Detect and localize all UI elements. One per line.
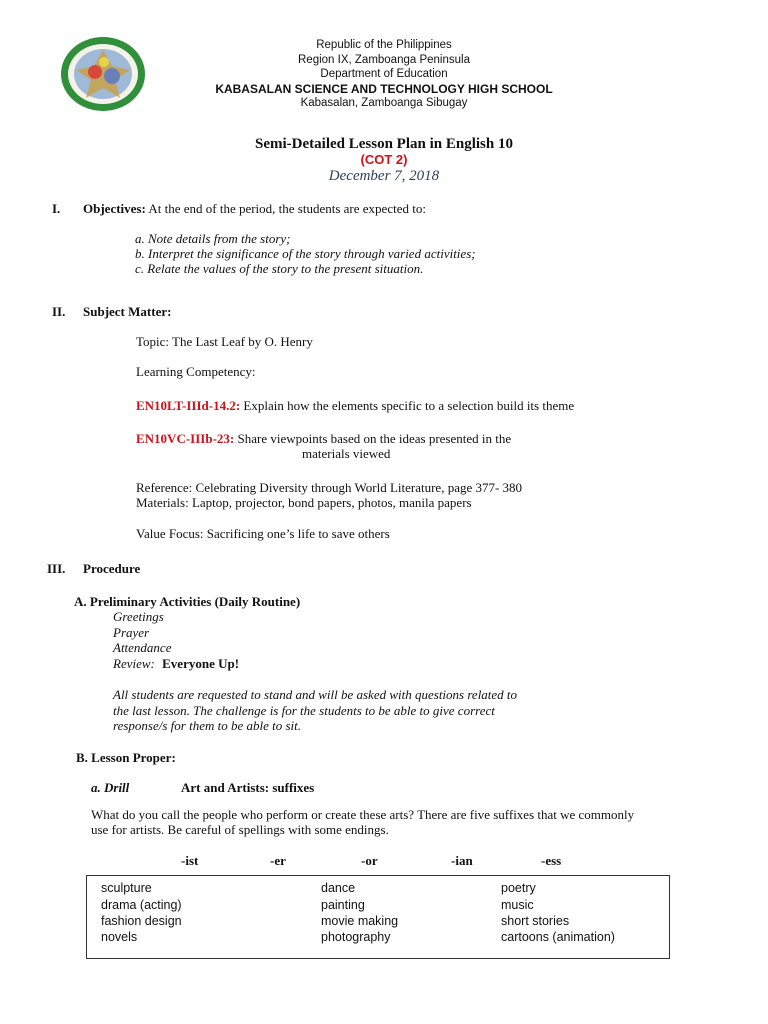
suffix-er: -er xyxy=(270,853,286,868)
review-text-line: the last lesson. The challenge is for the students to be able to give correct xyxy=(113,703,495,718)
value-focus-line: Value Focus: Sacrificing one’s life to save others xyxy=(136,526,390,541)
lesson-plan-title: Semi-Detailed Lesson Plan in English 10 xyxy=(255,136,513,152)
section-number-2: II. xyxy=(52,304,66,319)
subject-matter-heading: Subject Matter: xyxy=(83,304,172,319)
competency-2-continuation: materials viewed xyxy=(302,446,391,461)
suffix-ian: -ian xyxy=(451,853,473,868)
section-number-1: I. xyxy=(52,201,61,216)
competency-1-text: Explain how the elements specific to a selection build its theme xyxy=(240,398,575,413)
objectives-intro: At the end of the period, the students are expected to: xyxy=(145,201,426,216)
objective-item: c. Relate the values of the story to the present situation. xyxy=(135,261,424,276)
competency-1-code: EN10LT-IIId-14.2: xyxy=(136,398,241,413)
drill-text-line: What do you call the people who perform or create these arts? There are five suffixes that we commonly xyxy=(91,807,635,822)
competency-2-text: Share viewpoints based on the ideas presented in the xyxy=(234,431,512,446)
review-title: Everyone Up! xyxy=(162,656,240,671)
drill-title: Art and Artists: suffixes xyxy=(181,780,315,795)
table-row xyxy=(87,929,670,958)
republic-line: Republic of the Philippines xyxy=(316,39,452,51)
objectives-label: Objectives: xyxy=(83,201,146,216)
competency-2-code: EN10VC-IIIb-23: xyxy=(136,431,235,446)
lesson-proper-heading: B. Lesson Proper: xyxy=(76,750,176,765)
table-cell: fashion design xyxy=(101,913,182,928)
competency-2 xyxy=(136,431,511,447)
objectives-heading xyxy=(83,201,426,217)
arts-table xyxy=(86,875,670,959)
routine-item: Greetings xyxy=(113,609,164,624)
table-cell: movie making xyxy=(321,913,399,928)
table-cell: drama (acting) xyxy=(101,897,182,912)
table-cell: music xyxy=(501,897,534,912)
lesson-date: December 7, 2018 xyxy=(328,168,440,184)
procedure-heading: Procedure xyxy=(83,561,141,576)
review-line xyxy=(113,656,239,672)
topic-line: Topic: The Last Leaf by O. Henry xyxy=(136,334,313,349)
review-text-line: response/s for them to be able to sit. xyxy=(113,718,302,733)
cot-label: (COT 2) xyxy=(360,152,408,167)
materials-line: Materials: Laptop, projector, bond papers, photos, manila papers xyxy=(136,495,472,510)
table-row xyxy=(87,897,670,913)
table-cell: photography xyxy=(321,930,391,945)
suffix-ist: -ist xyxy=(181,853,199,868)
routine-item: Attendance xyxy=(113,640,172,655)
table-cell: poetry xyxy=(501,881,536,895)
table-cell: dance xyxy=(321,881,356,895)
review-label: Review: xyxy=(113,656,159,671)
department-line: Department of Education xyxy=(320,68,448,80)
table-cell: novels xyxy=(101,930,138,945)
suffix-ess: -ess xyxy=(541,853,562,868)
review-text-line: All students are requested to stand and will be asked with questions related to xyxy=(113,687,518,702)
routine-item: Prayer xyxy=(113,625,150,640)
reference-line: Reference: Celebrating Diversity through World Literature, page 377- 380 xyxy=(136,480,523,495)
section-number-3: III. xyxy=(47,561,66,576)
table-cell: painting xyxy=(321,897,365,912)
competency-label: Learning Competency: xyxy=(136,364,256,379)
preliminary-activities-heading: A. Preliminary Activities (Daily Routine) xyxy=(74,594,301,609)
table-row xyxy=(87,913,670,929)
competency-1 xyxy=(136,398,574,414)
region-line: Region IX, Zamboanga Peninsula xyxy=(298,54,470,66)
suffix-or: -or xyxy=(361,853,378,868)
table-cell: sculpture xyxy=(101,881,152,895)
table-cell: short stories xyxy=(501,913,570,928)
drill-text-line: use for artists. Be careful of spellings with some endings. xyxy=(91,822,389,837)
school-name: KABASALAN SCIENCE AND TECHNOLOGY HIGH SCHOOL xyxy=(215,82,553,96)
table-row xyxy=(87,876,670,897)
objective-item: b. Interpret the significance of the story through varied activities; xyxy=(135,246,476,261)
school-address: Kabasalan, Zamboanga Sibugay xyxy=(300,97,468,109)
objective-item: a. Note details from the story; xyxy=(135,231,291,246)
drill-label: a. Drill xyxy=(91,780,130,795)
table-cell: cartoons (animation) xyxy=(501,930,615,945)
